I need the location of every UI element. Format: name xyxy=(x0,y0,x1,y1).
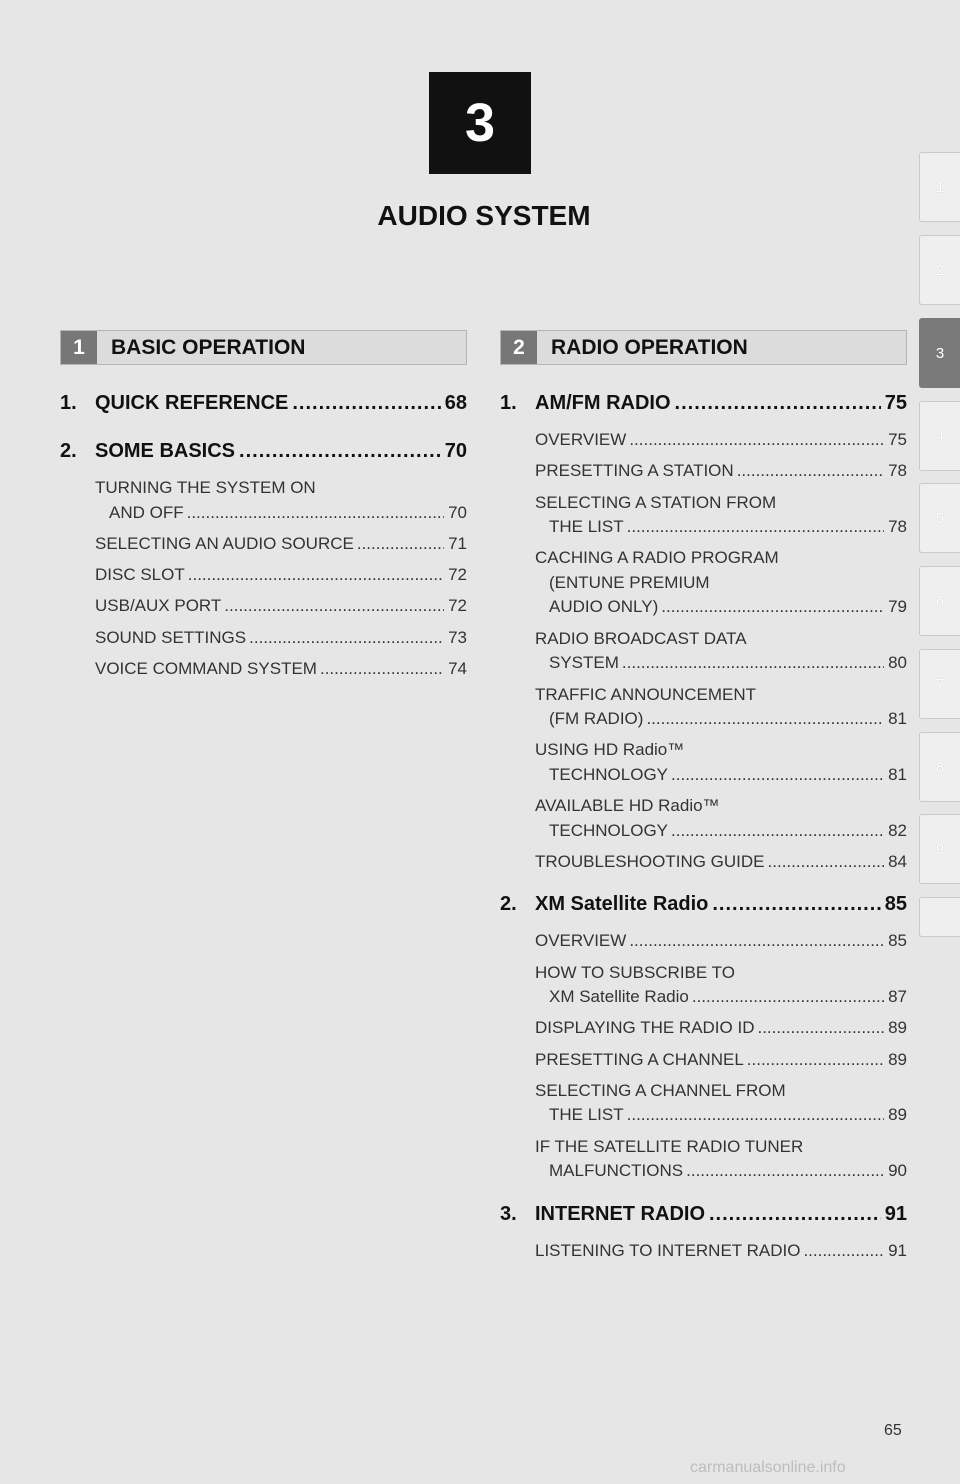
toc-subentry[interactable] xyxy=(95,657,467,682)
toc-subentry[interactable] xyxy=(535,961,907,1010)
subentry-line: VOICE COMMAND SYSTEM xyxy=(95,659,317,678)
subentry-line: OVERVIEW xyxy=(535,931,627,951)
subentry-row xyxy=(95,594,467,619)
leader-dots xyxy=(800,1239,884,1264)
toc-chapter-entry[interactable] xyxy=(500,392,907,415)
leader-dots xyxy=(619,651,884,676)
subentry-page: 90 xyxy=(888,1161,907,1181)
subentry-line: LISTENING TO INTERNET RADIO xyxy=(535,1240,801,1260)
toc-subentry[interactable] xyxy=(535,850,907,875)
subentry-line: THE LIST xyxy=(549,517,624,537)
subentry-line: PRESETTING A STATION xyxy=(535,461,734,481)
section-title: RADIO OPERATION xyxy=(551,336,748,359)
subentry-page: 79 xyxy=(888,597,907,617)
chapter-number-box xyxy=(429,72,531,174)
toc-subentry[interactable] xyxy=(95,563,467,588)
leader-dots xyxy=(221,594,444,619)
subentry-row xyxy=(95,532,467,557)
watermark: carmanualsonline.info xyxy=(690,1459,846,1476)
chapter-tab-6[interactable] xyxy=(919,566,960,636)
entry-number: 2. xyxy=(60,440,77,462)
toc-subentry[interactable] xyxy=(535,929,907,954)
subentry-line: (FM RADIO) xyxy=(549,709,644,728)
subentry-row xyxy=(535,1048,907,1073)
subentry-line: DISC SLOT xyxy=(95,565,185,585)
toc-subentry[interactable] xyxy=(95,594,467,619)
subentry-line: USB/AUX PORT xyxy=(95,596,222,616)
chapter-tab-4[interactable] xyxy=(919,401,960,471)
entry-number: 3. xyxy=(500,1202,517,1225)
chapter-tab-2[interactable] xyxy=(919,235,960,305)
leader-dots xyxy=(658,595,884,620)
chapter-tab-3[interactable] xyxy=(919,318,960,388)
leader-dots xyxy=(765,850,885,875)
subentry-page: 84 xyxy=(888,851,907,871)
subentry-line: RADIO BROADCAST DATA xyxy=(535,628,747,648)
subentry-page: 72 xyxy=(448,565,467,585)
leader-dots xyxy=(626,929,884,954)
subentry-page: 75 xyxy=(888,430,907,449)
subentry-row xyxy=(95,657,467,682)
subentry-line: TECHNOLOGY xyxy=(549,764,669,784)
toc-subentry[interactable] xyxy=(535,794,907,843)
subentry-line: TURNING THE SYSTEM ON xyxy=(95,478,316,497)
subentry-page: 74 xyxy=(448,659,467,678)
toc-subentry[interactable] xyxy=(535,459,907,484)
leader-dots xyxy=(668,763,884,788)
entry-page: 75 xyxy=(884,392,907,414)
toc-subentry[interactable] xyxy=(535,491,907,540)
subentry-line: TROUBLESHOOTING GUIDE xyxy=(535,851,765,871)
chapter-title: AUDIO SYSTEM xyxy=(377,200,591,231)
subentry-row xyxy=(95,563,467,588)
leader-dots xyxy=(643,707,884,732)
subentry-line: TECHNOLOGY xyxy=(549,820,669,840)
leader-dots xyxy=(668,819,884,844)
chapter-tab-label: 9 xyxy=(935,840,945,858)
subentry-row xyxy=(535,1103,907,1128)
chapter-tab-9[interactable] xyxy=(919,814,960,884)
page-number: 65 xyxy=(884,1422,902,1439)
entry-title: AM/FM RADIO xyxy=(535,392,671,414)
subentry-row xyxy=(535,595,907,620)
chapter-tab-8[interactable] xyxy=(919,732,960,802)
entry-page: 68 xyxy=(444,392,467,414)
chapter-tab-label: 1 xyxy=(935,178,945,196)
leader-dots xyxy=(354,532,444,557)
chapter-tab-label: 5 xyxy=(935,509,945,527)
chapter-tab-blank[interactable] xyxy=(919,897,960,937)
toc-subentry[interactable] xyxy=(535,683,907,732)
chapter-tab-label: 2 xyxy=(935,261,945,279)
subentry-row xyxy=(535,459,907,484)
subentry-page: 71 xyxy=(448,533,467,553)
subentry-row xyxy=(535,850,907,875)
subentry-line: SELECTING A CHANNEL FROM xyxy=(535,1080,786,1100)
subentry-row xyxy=(535,1239,907,1264)
entry-number: 1. xyxy=(500,392,517,414)
subentry-page: 80 xyxy=(888,653,907,673)
toc-subentry[interactable] xyxy=(535,1048,907,1073)
toc-subentry[interactable] xyxy=(535,1135,907,1184)
subentry-page: 81 xyxy=(888,764,907,784)
entry-title: SOME BASICS xyxy=(95,440,236,462)
leader-dots xyxy=(744,1048,884,1073)
leader-dots xyxy=(683,1159,884,1184)
subentry-page: 87 xyxy=(888,987,907,1006)
section-number: 1 xyxy=(61,331,97,364)
subentry-line: AVAILABLE HD Radio™ xyxy=(535,796,720,816)
subentry-page: 73 xyxy=(448,627,467,647)
subentry-line: (ENTUNE PREMIUM xyxy=(549,572,710,592)
chapter-tab-5[interactable] xyxy=(919,483,960,553)
subentry-row xyxy=(535,1016,907,1041)
subentry-page: 81 xyxy=(888,709,907,728)
leader-dots xyxy=(624,1103,884,1128)
leader-dots xyxy=(317,657,444,682)
entry-title: XM Satellite Radio xyxy=(535,893,709,916)
subentry-row xyxy=(535,1159,907,1184)
subentry-line: CACHING A RADIO PROGRAM xyxy=(535,548,779,568)
subentry-line: XM Satellite Radio xyxy=(549,987,689,1006)
subentry-row xyxy=(535,515,907,540)
subentry-line: MALFUNCTIONS xyxy=(549,1161,684,1181)
section-header-basic-operation xyxy=(60,330,467,365)
subentry-line: SYSTEM xyxy=(549,653,619,673)
subentry-line: USING HD Radio™ xyxy=(535,740,685,760)
chapter-tab-label: 7 xyxy=(935,675,945,693)
subentry-line: SELECTING A STATION FROM xyxy=(535,492,777,512)
toc-subentry[interactable] xyxy=(535,738,907,787)
subentry-row xyxy=(535,428,907,453)
section-title: BASIC OPERATION xyxy=(111,336,306,359)
leader-dots xyxy=(709,1203,881,1226)
entry-page: 91 xyxy=(884,1202,907,1225)
subentry-line: HOW TO SUBSCRIBE TO xyxy=(535,962,735,982)
subentry-page: 89 xyxy=(888,1049,907,1069)
leader-dots xyxy=(712,893,880,916)
subentry-page: 70 xyxy=(448,502,467,522)
subentry-row xyxy=(95,626,467,651)
chapter-tab-label: 8 xyxy=(935,758,945,776)
subentry-row xyxy=(535,707,907,732)
toc-chapter-entry[interactable] xyxy=(60,392,467,415)
subentry-line: PRESETTING A CHANNEL xyxy=(535,1049,744,1069)
toc-subentry[interactable] xyxy=(535,428,907,453)
subentry-page: 82 xyxy=(888,820,907,840)
subentry-line: IF THE SATELLITE RADIO TUNER xyxy=(535,1136,804,1156)
subentry-line: DISPLAYING THE RADIO ID xyxy=(535,1018,755,1038)
subentry-line: OVERVIEW xyxy=(535,430,627,449)
toc-chapter-entry[interactable] xyxy=(500,893,907,916)
leader-dots xyxy=(689,985,884,1010)
leader-dots xyxy=(292,392,440,415)
subentry-line: TRAFFIC ANNOUNCEMENT xyxy=(535,684,756,704)
subentry-row xyxy=(535,651,907,676)
chapter-tab-label: 3 xyxy=(935,344,945,362)
toc-subentry[interactable] xyxy=(535,1016,907,1041)
leader-dots xyxy=(675,392,881,415)
toc-subentry[interactable] xyxy=(535,546,907,620)
chapter-number: 3 xyxy=(464,93,496,153)
subentry-page: 91 xyxy=(888,1240,907,1260)
chapter-tab-7[interactable] xyxy=(919,649,960,719)
entry-title: INTERNET RADIO xyxy=(535,1202,705,1225)
subentry-page: 72 xyxy=(448,596,467,616)
subentry-line: AND OFF xyxy=(109,502,184,522)
entry-page: 70 xyxy=(444,440,467,462)
subentry-row xyxy=(535,929,907,954)
subentry-page: 89 xyxy=(888,1105,907,1125)
subentry-row xyxy=(535,763,907,788)
toc-subentry[interactable] xyxy=(535,1079,907,1128)
leader-dots xyxy=(239,440,441,463)
subentry-row xyxy=(535,985,907,1010)
toc-subentry[interactable] xyxy=(95,476,467,525)
subentry-page: 78 xyxy=(888,461,907,481)
entry-title: QUICK REFERENCE xyxy=(95,392,289,414)
entry-number: 2. xyxy=(500,893,517,916)
subentry-line: SELECTING AN AUDIO SOURCE xyxy=(95,533,354,553)
section-number: 2 xyxy=(501,331,537,364)
leader-dots xyxy=(246,626,444,651)
toc-subentry[interactable] xyxy=(95,626,467,651)
chapter-tab-1[interactable] xyxy=(919,152,960,222)
subentry-page: 89 xyxy=(888,1018,907,1038)
chapter-tab-label: 6 xyxy=(935,592,945,610)
subentry-line: THE LIST xyxy=(549,1105,624,1125)
subentry-row xyxy=(535,819,907,844)
toc-chapter-entry[interactable] xyxy=(60,440,467,463)
subentry-line: SOUND SETTINGS xyxy=(95,627,247,647)
leader-dots xyxy=(185,563,444,588)
leader-dots xyxy=(624,515,884,540)
section-header-radio-operation xyxy=(500,330,907,365)
toc-chapter-entry[interactable] xyxy=(500,1203,907,1226)
toc-subentry[interactable] xyxy=(535,627,907,676)
toc-subentry[interactable] xyxy=(95,532,467,557)
subentry-page: 78 xyxy=(888,517,907,537)
entry-page: 85 xyxy=(884,893,907,916)
subentry-page: 85 xyxy=(888,931,907,951)
chapter-tab-label: 4 xyxy=(935,427,945,445)
leader-dots xyxy=(184,501,444,526)
leader-dots xyxy=(754,1016,884,1041)
subentry-row xyxy=(95,501,467,526)
leader-dots xyxy=(626,428,884,453)
leader-dots xyxy=(734,459,884,484)
subentry-line: AUDIO ONLY) xyxy=(549,597,659,617)
toc-subentry[interactable] xyxy=(535,1239,907,1264)
entry-number: 1. xyxy=(60,392,77,414)
